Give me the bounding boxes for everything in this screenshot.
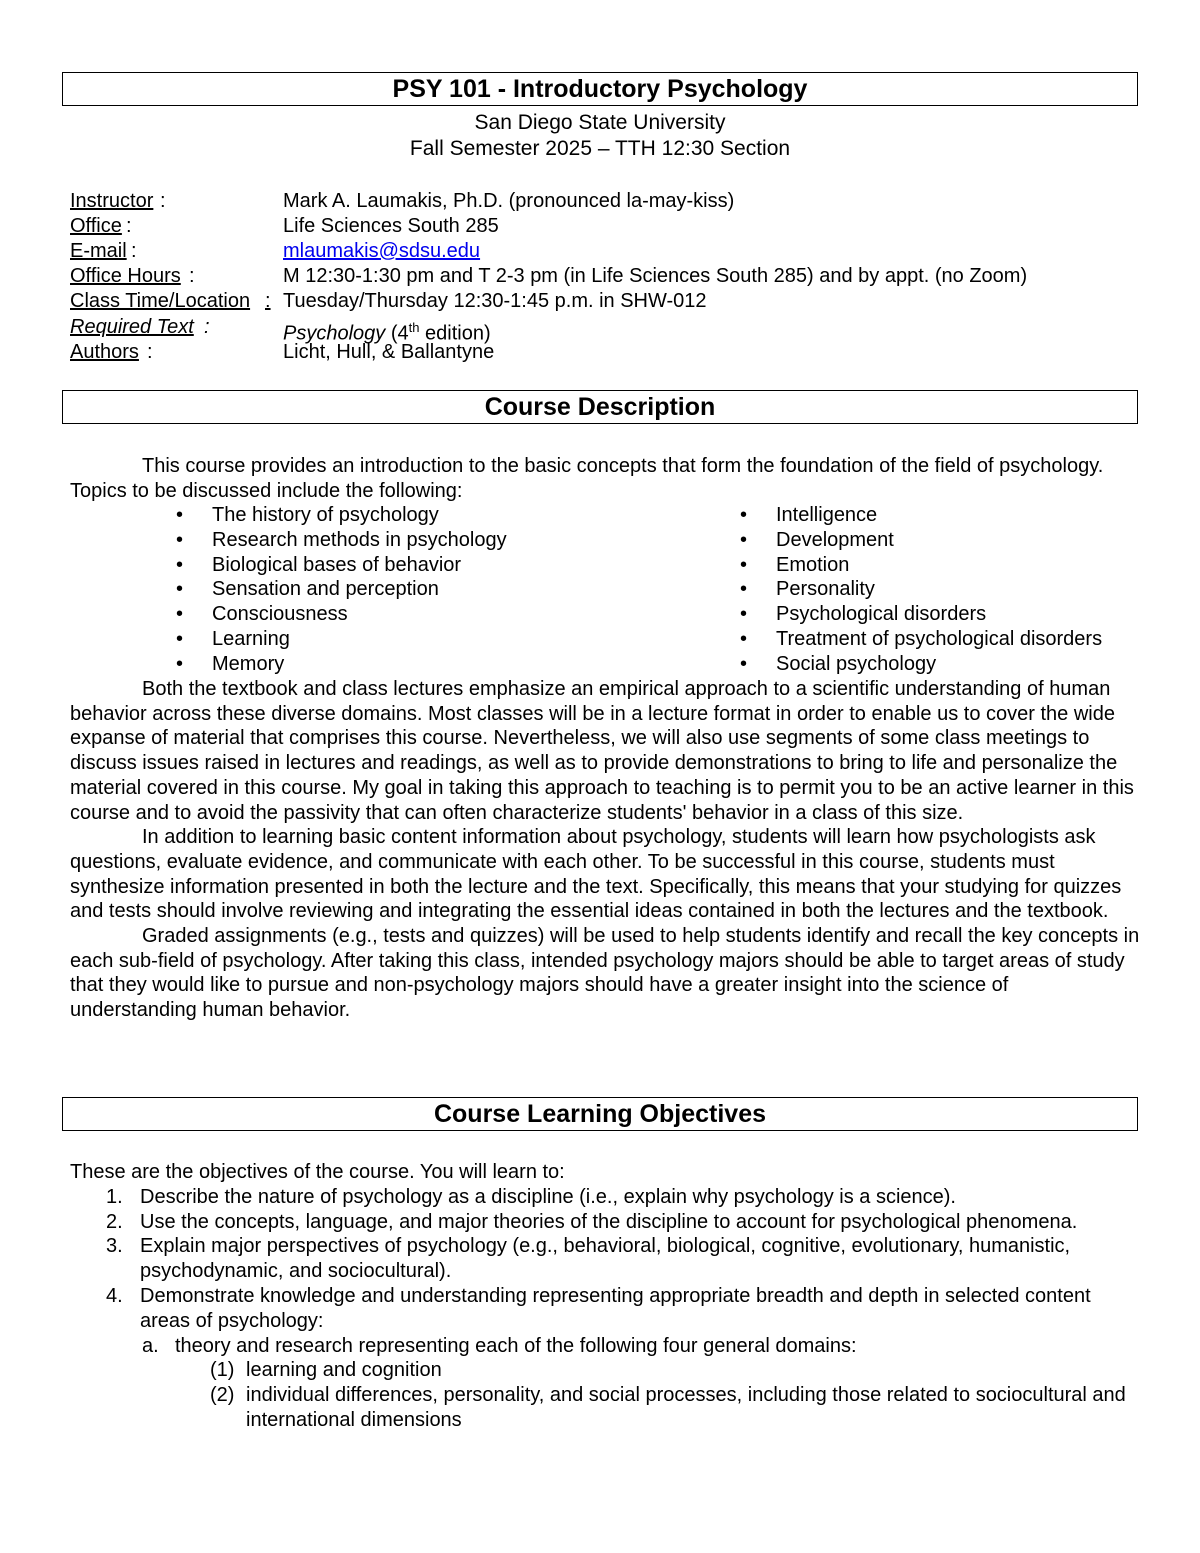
- instructor-label: Instructor: [70, 190, 154, 212]
- objectives-list: [70, 1160, 1140, 1433]
- objective-sub-item: a. theory and research representing each of the following four general domains:: [142, 1334, 857, 1357]
- objective-item: 4. Demonstrate knowledge and understanding representing appropriate breadth and depth in selected content areas of psychology:: [106, 1284, 1091, 1332]
- required-text-value: Psychology (4th edition): [283, 320, 491, 345]
- objectives-intro: These are the objectives of the course. You will learn to:: [70, 1161, 565, 1183]
- description-paragraph-3: Graded assignments (e.g., tests and quizzes) will be used to help students identify and recall the key concepts in each sub-field of psychology. After taking this class, intended psychology majors should be able to target areas of study that they would like to pursue and non-psychology majors should have a greater insight into the science of understanding human behavior.: [70, 925, 1140, 1022]
- topic-item: • The history of psychology: [176, 503, 507, 528]
- objective-subsub-item: (1) learning and cognition: [210, 1359, 442, 1382]
- topic-item: • Consciousness: [176, 602, 507, 627]
- class-time-label: Class Time/Location: [70, 290, 251, 312]
- topic-item: • Development: [740, 528, 1102, 553]
- objectives-heading-box: [62, 1097, 1138, 1131]
- semester-line: Fall Semester 2025 – TTH 12:30 Section: [409, 137, 791, 160]
- topic-item: • Memory: [176, 652, 507, 677]
- course-description-heading-box: [62, 390, 1138, 424]
- objective-item: 1. Describe the nature of psychology as a discipline (i.e., explain why psychology is a science).: [106, 1185, 956, 1208]
- topics-list-left: [176, 503, 507, 677]
- office-hours-label: Office Hours: [70, 265, 181, 287]
- objective-item: 3. Explain major perspectives of psychology (e.g., behavioral, biological, cognitive, evolutionary, humanistic, psychodynamic, and sociocultural).: [106, 1235, 1071, 1283]
- topic-item: • Learning: [176, 627, 507, 652]
- authors-label: Authors: [70, 341, 139, 363]
- email-link[interactable]: mlaumakis@sdsu.edu: [283, 240, 481, 262]
- textbook-title: Psychology: [283, 322, 386, 345]
- university-name: San Diego State University: [474, 111, 726, 134]
- topic-item: • Research methods in psychology: [176, 528, 507, 553]
- course-title-box: [62, 72, 1138, 106]
- email-label: E-mail: [70, 240, 127, 262]
- topic-item: • Personality: [740, 577, 1102, 602]
- office-value: Life Sciences South 285: [283, 215, 499, 237]
- office-hours-value: M 12:30-1:30 pm and T 2-3 pm (in Life Sciences South 285) and by appt. (no Zoom): [283, 265, 1028, 287]
- topic-item: • Social psychology: [740, 652, 1102, 677]
- topic-item: • Biological bases of behavior: [176, 553, 507, 578]
- topic-item: • Intelligence: [740, 503, 1102, 528]
- description-paragraph-1: Both the textbook and class lectures emphasize an empirical approach to a scientific understanding of human behavior across these diverse domains. Most classes will be in a lecture format in order to enable us to cover the wide expanse of material that comprises this course. Nevertheless, we will also use segments of some class meetings to discuss issues raised in lectures and readings, as well as to provide demonstrations to bring to life and personalize the material covered in this course. My goal in taking this approach to teaching is to permit you to be an active learner in this course and to avoid the passivity that can often characterize students' behavior in a class of this size.: [70, 678, 1134, 824]
- class-time-value: Tuesday/Thursday 12:30-1:45 p.m. in SHW-012: [283, 290, 707, 312]
- authors-value: Licht, Hull, & Ballantyne: [283, 341, 495, 363]
- description-paragraph-2: In addition to learning basic content information about psychology, students will learn how psychologists ask questions, evaluate evidence, and communicate with each other. To be successful in this course, students must synthesize information presented in both the lecture and the text. Specifically, this means that your studying for quizzes and tests should involve reviewing and integrating the essential ideas contained in both the lectures and the textbook.: [70, 826, 1122, 923]
- topic-item: • Sensation and perception: [176, 577, 507, 602]
- required-text-label: Required Text: [70, 316, 194, 338]
- objective-item: 2. Use the concepts, language, and major theories of the discipline to account for psychological phenomena.: [106, 1210, 1078, 1233]
- topics-list-right: [740, 503, 1102, 677]
- objectives-heading: Course Learning Objectives: [433, 1100, 767, 1128]
- topic-item: • Emotion: [740, 553, 1102, 578]
- objective-subsub-item: (2) individual differences, personality, and social processes, including those related to sociocultural and international dimensions: [210, 1384, 1126, 1431]
- office-label: Office: [70, 215, 122, 237]
- topic-item: • Psychological disorders: [740, 602, 1102, 627]
- course-description-heading: Course Description: [484, 393, 716, 421]
- topic-item: • Treatment of psychological disorders: [740, 627, 1102, 652]
- course-title: PSY 101 - Introductory Psychology: [392, 75, 808, 103]
- syllabus-page: PSY 101 - Introductory Psychology San Diego State University Fall Semester 2025 – TTH 12:30 Section Instructor : Mark A. Laumakis, Ph.D. (pronounced la-may-kiss) Office : Life Sciences South 285 E-mail : mlaumakis@sdsu.edu Office Hours : M 12:30-1:30 pm and T 2-3 pm (in Life Sciences South 285) and by appt. (no Zoom) Class Time/Location : Tuesday/Thursday 12:30-1:45 p.m. in SHW-012 Required Text : Psychology (4th edition) Authors : Licht, Hull, & Ballantyne Course Description This course provides an introduction to the basic concepts that form the foundation of the field of psychology. Topics to be discussed include the following: • The history of psychology • Research methods in psychology • Biological bases of behavior • Sensation and perception • Consciousness • Learning • Memory • Intelligence • Development • Emotion • Personality • Psychological disorders • Treatment of psychological disorders • Social psychology Both the textbook and class lectures emphasize an empirical approach to a scientific understanding of human behavior across these diverse domains. Most classes will be in a lecture format in order to enable us to cover the wide expanse of material that comprises this course. Nevertheless, we will also use segments of some class meetings to discuss issues raised in lectures and readings, as well as to provide demonstrations to bring to life and personalize the material covered in this course. My goal in taking this approach to teaching is to permit you to be an active learner in this course and to avoid the passivity that can often characterize students' behavior in a class of this size. In addition to learning basic content information about psychology, students will learn how psychologists ask questions, evaluate evidence, and communicate with each other. To be successful in this course, students must synthesize information presented in both the lecture and the text. Specifically, this means that your studying for quizzes and tests should involve reviewing and integrating the essential ideas contained in both the lectures and the textbook. Graded assignments (e.g., tests and quizzes) will be used to help students identify and recall the key concepts in each sub-field of psychology. After taking this class, intended psychology majors should be able to target areas of study that they would like to pursue and non-psychology majors should have a greater insight into the science of understanding human behavior. Course Learning Objectives These are the objectives of the course. You will learn to: 1. Describe the nature of psychology as a discipline (i.e., explain why psychology is a science). 2. Use the concepts, language, and major theories of the discipline to account for psychological phenomena. 3. Explain major perspectives of psychology (e.g., behavioral, biological, cognitive, evolutionary, humanistic, psychodynamic, and sociocultural). 4. Demonstrate knowledge and understanding representing appropriate breadth and depth in selected content areas of psychology: a. theory and research representing each of the following four general domains: (1) learning and cognition (2) individual differences, personality, and social processes, including those related to sociocultural and international dimensions: [0, 0, 1200, 1553]
- description-intro: This course provides an introduction to the basic concepts that form the foundation of the field of psychology. Topics to be discussed include the following:: [70, 455, 1104, 502]
- instructor-value: Mark A. Laumakis, Ph.D. (pronounced la-may-kiss): [283, 190, 735, 212]
- description-body: [70, 677, 1140, 1023]
